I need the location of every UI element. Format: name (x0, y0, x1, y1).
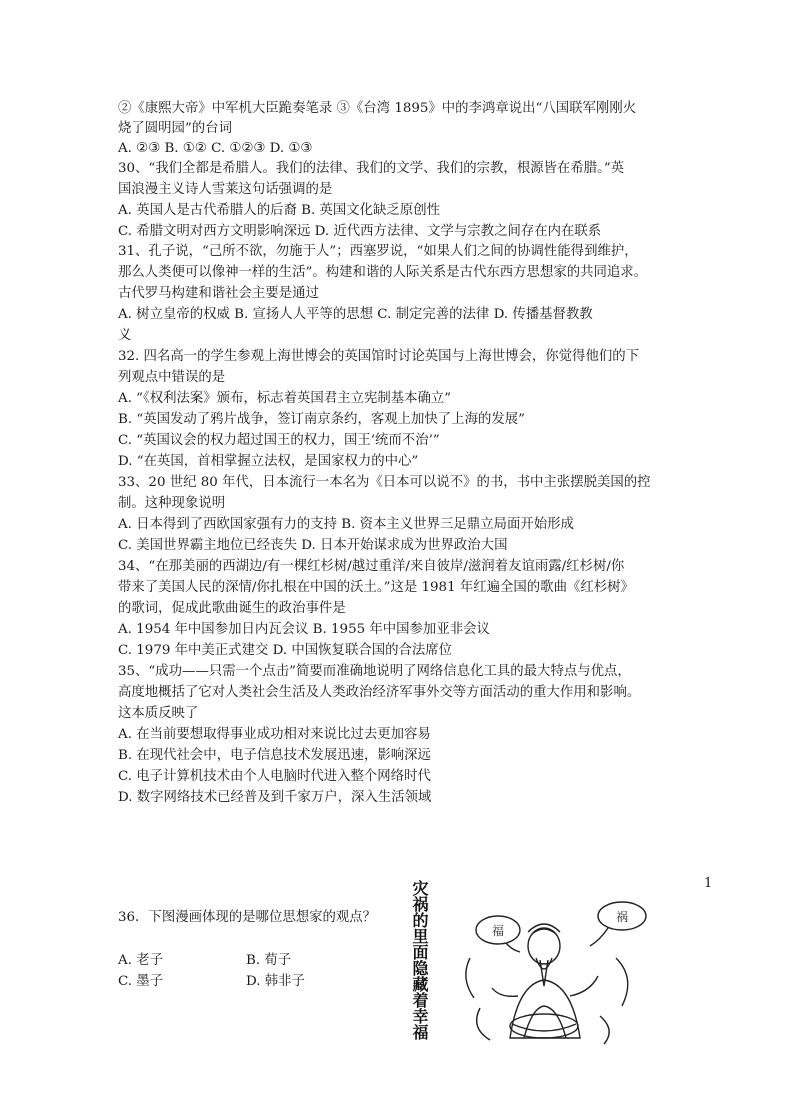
text-line: 34、“在那美丽的西湖边/有一棵红杉树/越过重洋/来自彼岸/滋润着友谊雨露/红杉树/你 (118, 559, 625, 574)
text-line: 带来了美国人民的深情/你扎根在中国的沃土。”这是 1981 年红遍全国的歌曲《红杉树》 (118, 580, 634, 595)
text-line: 30、“我们全都是希腊人。我们的法律、我们的文学、我们的宗教，根源皆在希腊。”英 (118, 161, 625, 176)
text-line: 31、孔子说，“己所不欲，勿施于人”；西塞罗说，“如果人们之间的协调性能得到维护， (118, 244, 638, 259)
text-line: 古代罗马构建和谐社会主要是通过 (118, 286, 319, 301)
question-36-stem: 36．下图漫画体现的是哪位思想家的观点？ (118, 910, 377, 925)
text-line: 那么人类便可以像神一样的生活”。构建和谐的人际关系是古代东西方思想家的共同追求。 (118, 265, 648, 280)
text-line: 的歌词，促成此歌曲诞生的政治事件是 (118, 601, 346, 616)
text-line: C. “英国议会的权力超过国王的权力，国王‘统而不治’” (118, 433, 440, 448)
text-line: C. 希腊文明对西方文明影响深远 D. 近代西方法律、文学与宗教之间存在内在联系 (118, 224, 602, 239)
fortune-label: 福 (492, 924, 505, 938)
text-line: 义 (118, 328, 132, 343)
text-line: A. ②③ B. ①② C. ①②③ D. ①③ (118, 141, 313, 156)
text-line: A. 1954 年中国参加日内瓦会议 B. 1955 年中国参加亚非会议 (118, 622, 490, 637)
cartoon-illustration (440, 888, 680, 1048)
disaster-label: 祸 (616, 910, 629, 924)
option-d: D. 韩非子 (246, 974, 305, 989)
text-line: 制。这种现象说明 (118, 496, 226, 511)
text-line: C. 美国世界霸主地位已经丧失 D. 日本开始谋求成为世界政治大国 (118, 538, 508, 553)
text-line: A. 树立皇帝的权威 B. 宣扬人人平等的思想 C. 制定完善的法律 D. 传播基督教教 (118, 307, 593, 322)
option-c: C. 墨子 (118, 974, 164, 989)
page-number: 1 (704, 876, 713, 891)
text-line: C. 电子计算机技术由个人电脑时代进入整个网络时代 (118, 769, 431, 784)
text-line: B. “英国发动了鸦片战争，签订南京条约，客观上加快了上海的发展” (118, 412, 525, 427)
text-line: ②《康熙大帝》中军机大臣跪奏笔录 ③《台湾 1895》中的李鸿章说出“八国联军刚刚火 (118, 101, 637, 116)
text-line: A. “《权利法案》颁布，标志着英国君主立宪制基本确立” (118, 391, 452, 406)
text-line: 烧了圆明园”的台词 (118, 121, 232, 136)
text-line: B. 在现代社会中，电子信息技术发展迅速，影响深远 (118, 748, 431, 763)
text-line: A. 在当前要想取得事业成功相对来说比过去更加容易 (118, 727, 431, 742)
text-line: 国浪漫主义诗人雪莱这句话强调的是 (118, 182, 333, 197)
text-line: C. 1979 年中美正式建交 D. 中国恢复联合国的合法席位 (118, 643, 453, 658)
text-line: 列观点中错误的是 (118, 370, 226, 385)
text-line: 这本质反映了 (118, 706, 199, 721)
option-b: B. 荀子 (246, 953, 292, 968)
text-line: 32. 四名高一的学生参观上海世博会的英国馆时讨论英国与上海世博会，你觉得他们的下 (118, 349, 640, 364)
text-line: 35、“成功——只需一个点击”简要而准确地说明了网络信息化工具的最大特点与优点， (118, 664, 631, 679)
text-line: D. “在英国，首相掌握立法权，是国家权力的中心” (118, 454, 419, 469)
cartoon-caption: 灾祸的里面隐藏着幸福 (410, 880, 429, 1040)
text-line: 33、20 世纪 80 年代，日本流行一本名为《日本可以说不》的书，书中主张摆脱美国的控 (118, 475, 651, 490)
text-line: D. 数字网络技术已经普及到千家万户，深入生活领域 (118, 790, 432, 805)
text-line: A. 日本得到了西欧国家强有力的支持 B. 资本主义世界三足鼎立局面开始形成 (118, 517, 574, 532)
text-line: 高度地概括了它对人类社会生活及人类政治经济军事外交等方面活动的重大作用和影响。 (118, 685, 641, 700)
text-line: A. 英国人是古代希腊人的后裔 B. 英国文化缺乏原创性 (118, 203, 440, 218)
option-a: A. 老子 (118, 953, 163, 968)
